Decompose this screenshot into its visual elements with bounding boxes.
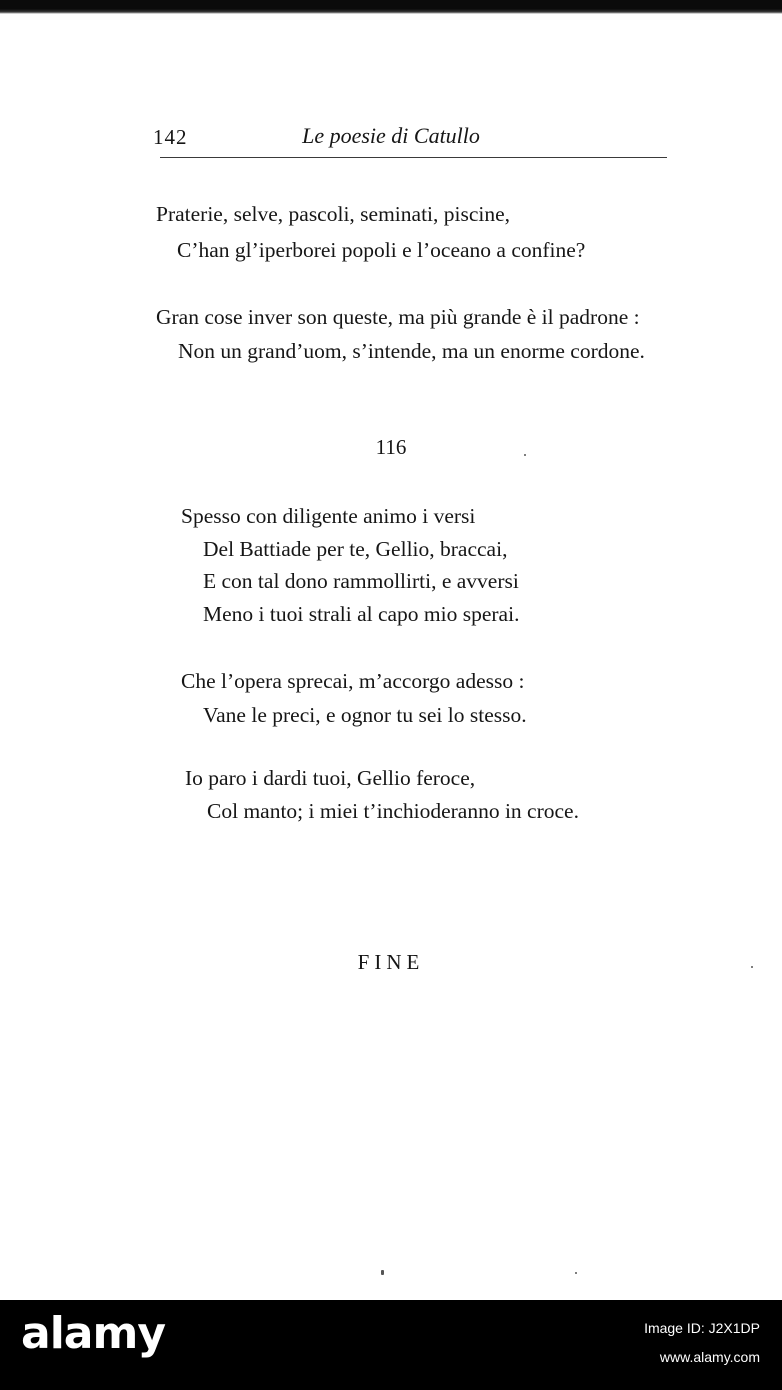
header-rule [160,157,667,158]
verse-line: Io paro i dardi tuoi, Gellio feroce, [185,766,476,790]
paper-speck [751,966,753,968]
verse-line: Del Battiade per te, Gellio, braccai, [203,537,508,561]
verse-line: Vane le preci, e ognor tu sei lo stesso. [203,703,527,727]
verse-line: Meno i tuoi strali al capo mio sperai. [203,602,520,626]
image-id-label: Image ID: J2X1DP [644,1320,760,1336]
verse-line: E con tal dono rammollirti, e avversi [203,569,519,593]
watermark-logo: alamy [21,1308,165,1359]
poem-number: 116 [375,435,407,459]
verse-line: Gran cose inver son queste, ma più grande è il padrone : [156,305,640,329]
end-mark: FINE [357,950,425,974]
page-number: 142 [153,125,188,149]
verse-line: Non un grand’uom, s’intende, ma un enorme cordone. [178,339,645,363]
running-head: Le poesie di Catullo [302,123,480,148]
verse-line: Che l’opera sprecai, m’accorgo adesso : [181,669,525,693]
watermark-url: www.alamy.com [659,1349,760,1365]
verse-line: Spesso con diligente animo i versi [181,504,476,528]
paper-speck [575,1272,577,1274]
verse-line: Praterie, selve, pascoli, seminati, piscine, [156,202,511,226]
paper-speck [524,454,526,456]
scan-top-edge [0,0,782,14]
verse-line: C’han gl’iperborei popoli e l’oceano a confine? [177,238,586,262]
paper-speck [381,1270,384,1275]
verse-line: Col manto; i miei t’inchioderanno in croce. [207,799,579,823]
